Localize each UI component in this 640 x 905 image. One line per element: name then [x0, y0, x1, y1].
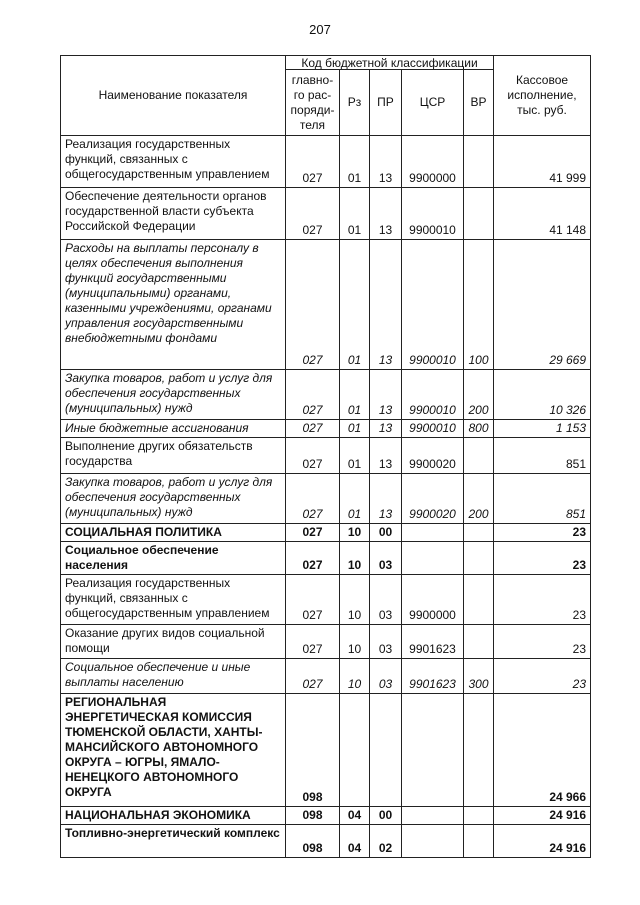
table-row — [61, 694, 591, 807]
cell-rz: 10 — [340, 542, 370, 575]
cell-vr — [464, 825, 494, 858]
cell-rz: 10 — [340, 575, 370, 625]
cell-pr: 00 — [370, 807, 402, 825]
cell-name: Закупка товаров, работ и услуг для обеспечения государственных (муниципальных) нужд — [61, 474, 286, 524]
header-sum: Кассовое исполнение, тыс. руб. — [494, 56, 591, 136]
cell-pr: 13 — [370, 188, 402, 240]
table-row — [61, 136, 591, 188]
cell-vr — [464, 524, 494, 542]
cell-sum: 24 916 — [494, 807, 591, 825]
cell-pr: 03 — [370, 625, 402, 659]
cell-sum: 24 966 — [494, 694, 591, 807]
cell-glavnogo: 027 — [286, 625, 340, 659]
cell-pr: 13 — [370, 370, 402, 420]
table-row — [61, 542, 591, 575]
cell-rz: 04 — [340, 807, 370, 825]
cell-vr: 100 — [464, 240, 494, 370]
cell-sum: 41 148 — [494, 188, 591, 240]
cell-rz: 01 — [340, 474, 370, 524]
table-body — [61, 136, 591, 858]
cell-rz: 10 — [340, 625, 370, 659]
table-row — [61, 659, 591, 694]
cell-name: Закупка товаров, работ и услуг для обеспечения государственных (муниципальных) нужд — [61, 370, 286, 420]
cell-pr: 02 — [370, 825, 402, 858]
table-row — [61, 240, 591, 370]
table-row — [61, 575, 591, 625]
cell-pr: 03 — [370, 575, 402, 625]
cell-name: Оказание других видов социальной помощи — [61, 625, 286, 659]
cell-csr: 9900010 — [402, 188, 464, 240]
cell-name: Социальное обеспечение и иные выплаты населению — [61, 659, 286, 694]
cell-rz — [340, 694, 370, 807]
cell-name: Реализация государственных функций, связанных с общегосударственным управлением — [61, 575, 286, 625]
cell-csr: 9900020 — [402, 474, 464, 524]
cell-vr — [464, 694, 494, 807]
cell-csr — [402, 807, 464, 825]
cell-rz: 10 — [340, 659, 370, 694]
table-row — [61, 438, 591, 474]
cell-sum: 23 — [494, 659, 591, 694]
table-row — [61, 524, 591, 542]
cell-sum: 23 — [494, 542, 591, 575]
cell-vr — [464, 136, 494, 188]
cell-sum: 23 — [494, 524, 591, 542]
cell-name: Топливно-энергетический комплекс — [61, 825, 286, 858]
cell-sum: 29 669 — [494, 240, 591, 370]
cell-rz: 01 — [340, 438, 370, 474]
cell-vr — [464, 542, 494, 575]
cell-glavnogo: 027 — [286, 524, 340, 542]
cell-glavnogo: 027 — [286, 136, 340, 188]
cell-name: Расходы на выплаты персоналу в целях обеспечения выполнения функций государственными (муниципальными) органами, казенными учреждениями, органами управления государственными внебюджетными фондами — [61, 240, 286, 370]
header-glavnogo: главно- го рас- поряди- теля — [286, 70, 340, 136]
cell-pr: 03 — [370, 542, 402, 575]
cell-name: Реализация государственных функций, связанных с общегосударственным управлением — [61, 136, 286, 188]
cell-vr: 300 — [464, 659, 494, 694]
cell-vr — [464, 188, 494, 240]
cell-rz: 01 — [340, 136, 370, 188]
cell-glavnogo: 027 — [286, 370, 340, 420]
cell-glavnogo: 027 — [286, 474, 340, 524]
cell-vr — [464, 625, 494, 659]
cell-glavnogo: 098 — [286, 694, 340, 807]
header-rz: Рз — [340, 70, 370, 136]
cell-name: СОЦИАЛЬНАЯ ПОЛИТИКА — [61, 524, 286, 542]
cell-name: Выполнение других обязательств государства — [61, 438, 286, 474]
cell-rz: 04 — [340, 825, 370, 858]
cell-rz: 01 — [340, 188, 370, 240]
cell-vr: 200 — [464, 474, 494, 524]
cell-pr: 13 — [370, 420, 402, 438]
cell-sum: 10 326 — [494, 370, 591, 420]
cell-rz: 01 — [340, 420, 370, 438]
cell-glavnogo: 027 — [286, 542, 340, 575]
cell-csr: 9900010 — [402, 240, 464, 370]
cell-pr: 00 — [370, 524, 402, 542]
table-row — [61, 625, 591, 659]
table-row — [61, 188, 591, 240]
cell-glavnogo: 027 — [286, 188, 340, 240]
cell-glavnogo: 027 — [286, 659, 340, 694]
header-code-group: Код бюджетной классификации — [286, 56, 494, 70]
table-row — [61, 474, 591, 524]
cell-csr: 9900010 — [402, 420, 464, 438]
cell-vr: 800 — [464, 420, 494, 438]
cell-sum: 851 — [494, 474, 591, 524]
cell-pr: 13 — [370, 474, 402, 524]
cell-rz: 01 — [340, 370, 370, 420]
table-row — [61, 825, 591, 858]
cell-name: Обеспечение деятельности органов государственной власти субъекта Российской Федерации — [61, 188, 286, 240]
cell-pr: 13 — [370, 438, 402, 474]
cell-sum: 23 — [494, 625, 591, 659]
cell-csr — [402, 524, 464, 542]
cell-pr: 03 — [370, 659, 402, 694]
cell-csr: 9900000 — [402, 575, 464, 625]
cell-name: Иные бюджетные ассигнования — [61, 420, 286, 438]
cell-glavnogo: 098 — [286, 825, 340, 858]
cell-glavnogo: 027 — [286, 420, 340, 438]
cell-csr: 9901623 — [402, 625, 464, 659]
cell-glavnogo: 027 — [286, 438, 340, 474]
cell-pr: 13 — [370, 136, 402, 188]
cell-rz: 01 — [340, 240, 370, 370]
cell-name: НАЦИОНАЛЬНАЯ ЭКОНОМИКА — [61, 807, 286, 825]
cell-vr: 200 — [464, 370, 494, 420]
cell-pr: 13 — [370, 240, 402, 370]
cell-rz: 10 — [340, 524, 370, 542]
cell-glavnogo: 027 — [286, 240, 340, 370]
cell-sum: 1 153 — [494, 420, 591, 438]
cell-csr — [402, 542, 464, 575]
cell-name: Социальное обеспечение населения — [61, 542, 286, 575]
cell-csr: 9901623 — [402, 659, 464, 694]
cell-glavnogo: 027 — [286, 575, 340, 625]
cell-csr: 9900010 — [402, 370, 464, 420]
cell-pr — [370, 694, 402, 807]
cell-csr — [402, 825, 464, 858]
table-row — [61, 370, 591, 420]
cell-csr — [402, 694, 464, 807]
cell-sum: 41 999 — [494, 136, 591, 188]
page-number: 207 — [309, 22, 331, 37]
header-vr: ВР — [464, 70, 494, 136]
header-pr: ПР — [370, 70, 402, 136]
cell-sum: 851 — [494, 438, 591, 474]
cell-csr: 9900000 — [402, 136, 464, 188]
table-row — [61, 420, 591, 438]
cell-glavnogo: 098 — [286, 807, 340, 825]
budget-table — [60, 55, 591, 858]
cell-sum: 23 — [494, 575, 591, 625]
header-csr: ЦСР — [402, 70, 464, 136]
cell-name: РЕГИОНАЛЬНАЯ ЭНЕРГЕТИЧЕСКАЯ КОМИССИЯ ТЮМЕНСКОЙ ОБЛАСТИ, ХАНТЫ-МАНСИЙСКОГО АВТОНОМНОГО ОКРУГА – ЮГРЫ, ЯМАЛО-НЕНЕЦКОГО АВТОНОМНОГО ОКРУГА — [61, 694, 286, 807]
header-name: Наименование показателя — [61, 56, 286, 136]
cell-sum: 24 916 — [494, 825, 591, 858]
cell-vr — [464, 438, 494, 474]
table-row — [61, 807, 591, 825]
cell-csr: 9900020 — [402, 438, 464, 474]
cell-vr — [464, 575, 494, 625]
cell-vr — [464, 807, 494, 825]
